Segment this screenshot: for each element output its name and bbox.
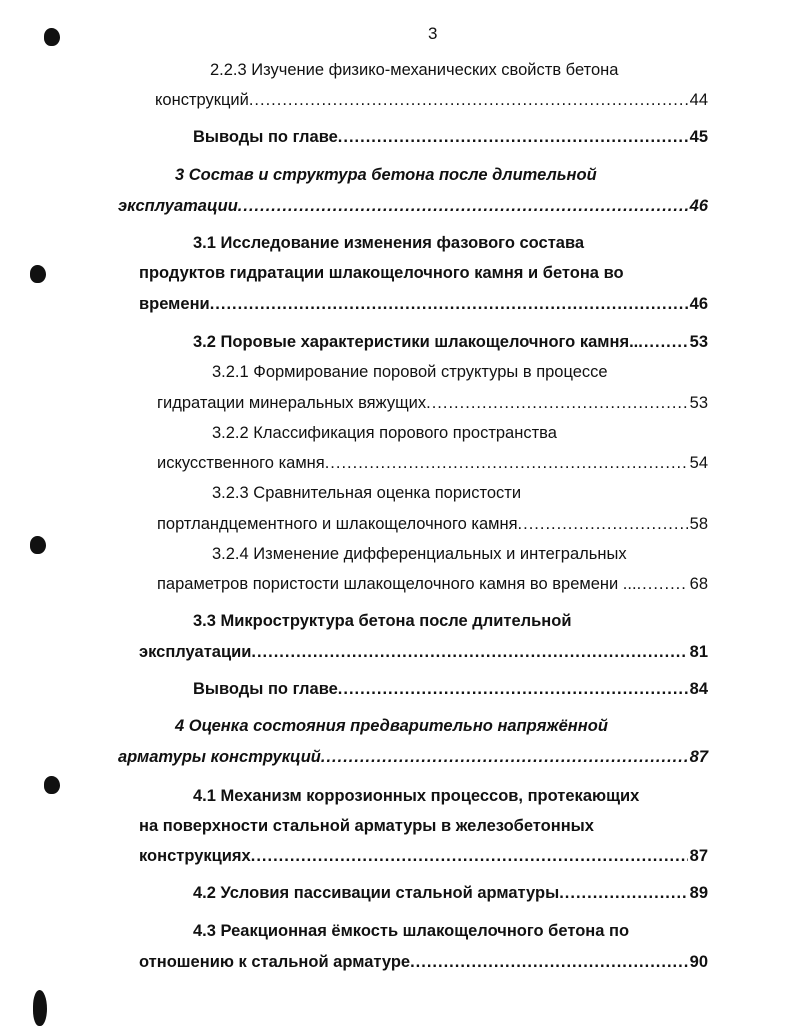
toc-entry-line	[139, 262, 708, 284]
toc-page-number: 87	[689, 847, 708, 865]
toc-entry-line	[139, 815, 708, 837]
toc-entry-line	[139, 951, 708, 973]
toc-page-number: 46	[689, 295, 708, 313]
toc-entry-line	[193, 232, 708, 254]
toc-entry-line	[157, 573, 708, 595]
binder-hole	[33, 990, 47, 1026]
toc-leader-dots	[426, 392, 688, 414]
toc-page-number: 54	[689, 454, 708, 472]
toc-entry-line	[139, 641, 708, 663]
toc-entry-title: искусственного камня	[157, 454, 325, 472]
toc-entry-line	[193, 785, 708, 807]
toc-entry-title: эксплуатации	[139, 643, 252, 661]
toc-entry-line	[212, 361, 708, 383]
toc-page-number: 53	[689, 394, 708, 412]
toc-entry-line	[212, 482, 708, 504]
toc-entry-title: Выводы по главе	[193, 128, 338, 146]
toc-entry-title: параметров пористости шлакощелочного камня во времени ...	[157, 575, 637, 593]
toc-entry-title: эксплуатации	[118, 197, 238, 215]
toc-leader-dots	[251, 845, 688, 867]
toc-leader-dots	[338, 678, 688, 700]
page-number: 3	[428, 24, 438, 43]
toc-entry-line	[193, 920, 708, 942]
toc-page-number: 90	[689, 953, 708, 971]
toc-entry-title: продуктов гидратации шлакощелочного камня и бетона во	[139, 264, 624, 282]
toc-page-number: 44	[689, 91, 708, 109]
toc-entry-title: 3 Состав и структура бетона после длительной	[175, 166, 597, 184]
toc-entry-line	[212, 422, 708, 444]
toc-entry-line	[139, 845, 708, 867]
toc-entry-line	[139, 293, 708, 315]
toc-page-number: 58	[689, 515, 708, 533]
toc-entry-line	[193, 126, 708, 148]
toc-entry-title: отношению к стальной арматуре	[139, 953, 411, 971]
toc-leader-dots	[325, 452, 688, 474]
binder-hole	[30, 265, 46, 283]
toc-entry-title: портландцементного и шлакощелочного камня	[157, 515, 518, 533]
toc-leader-dots	[338, 126, 688, 148]
toc-entry-line	[118, 746, 708, 768]
toc-leader-dots	[518, 513, 688, 535]
toc-entry-line	[193, 331, 708, 353]
toc-leader-dots	[249, 89, 688, 111]
toc-entry-line	[118, 195, 708, 217]
toc-entry-title: 3.1 Исследование изменения фазового состава	[193, 234, 585, 252]
toc-leader-dots	[637, 573, 688, 595]
toc-entry-title: гидратации минеральных вяжущих	[157, 394, 427, 412]
toc-entry-line	[157, 392, 708, 414]
toc-entry-title: 3.3 Микроструктура бетона после длительной	[193, 612, 572, 630]
toc-leader-dots	[410, 951, 688, 973]
toc-page-number: 53	[689, 333, 708, 351]
toc-entry-line	[193, 610, 708, 632]
binder-hole	[44, 28, 60, 46]
toc-entry-line	[175, 715, 708, 737]
binder-hole	[30, 536, 46, 554]
toc-entry-title: конструкциях	[139, 847, 251, 865]
toc-entry-line	[155, 89, 708, 111]
toc-page-number: 89	[689, 884, 708, 902]
toc-entry-title: 2.2.3 Изучение физико-механических свойств бетона	[210, 61, 619, 79]
toc-entry-title: 3.2.3 Сравнительная оценка пористости	[212, 484, 522, 502]
toc-entry-title: 4 Оценка состояния предварительно напряжённой	[175, 717, 608, 735]
toc-entry-title: 4.2 Условия пассивации стальной арматуры	[193, 884, 560, 902]
toc-entry-title: на поверхности стальной арматуры в железобетонных	[139, 817, 594, 835]
toc-entry-line	[212, 543, 708, 565]
toc-entry-title: 4.1 Механизм коррозионных процессов, протекающих	[193, 787, 640, 805]
toc-entry-title: 3.2.1 Формирование поровой структуры в процессе	[212, 363, 608, 381]
binder-hole	[44, 776, 60, 794]
toc-entry-title: 4.3 Реакционная ёмкость шлакощелочного бетона по	[193, 922, 630, 940]
toc-page-number: 45	[689, 128, 708, 146]
toc-entry-title: Выводы по главе	[193, 680, 338, 698]
toc-entry-line	[157, 513, 708, 535]
toc-entry-line	[175, 164, 708, 186]
toc-page-number: 46	[689, 197, 708, 215]
toc-entry-title: 3.2.4 Изменение дифференциальных и интегральных	[212, 545, 627, 563]
toc-leader-dots	[559, 882, 687, 904]
toc-page-number: 68	[689, 575, 708, 593]
toc-leader-dots	[638, 331, 687, 353]
toc-entry-title: конструкций	[155, 91, 249, 109]
toc-entry-line	[210, 59, 708, 81]
toc-entry-title: 3.2 Поровые характеристики шлакощелочного камня..	[193, 333, 639, 351]
toc-leader-dots	[321, 746, 688, 768]
toc-leader-dots	[238, 195, 688, 217]
toc-entry-line	[193, 882, 708, 904]
toc-entry-title: арматуры конструкций	[118, 748, 321, 766]
toc-page-number: 87	[689, 748, 708, 766]
toc-page-number: 84	[689, 680, 708, 698]
toc-page-number: 81	[689, 643, 708, 661]
toc-entry-title: 3.2.2 Классификация порового пространства	[212, 424, 557, 442]
toc-leader-dots	[210, 293, 688, 315]
toc-entry-line	[157, 452, 708, 474]
toc-entry-title: времени	[139, 295, 210, 313]
toc-entry-line	[193, 678, 708, 700]
toc-leader-dots	[251, 641, 687, 663]
